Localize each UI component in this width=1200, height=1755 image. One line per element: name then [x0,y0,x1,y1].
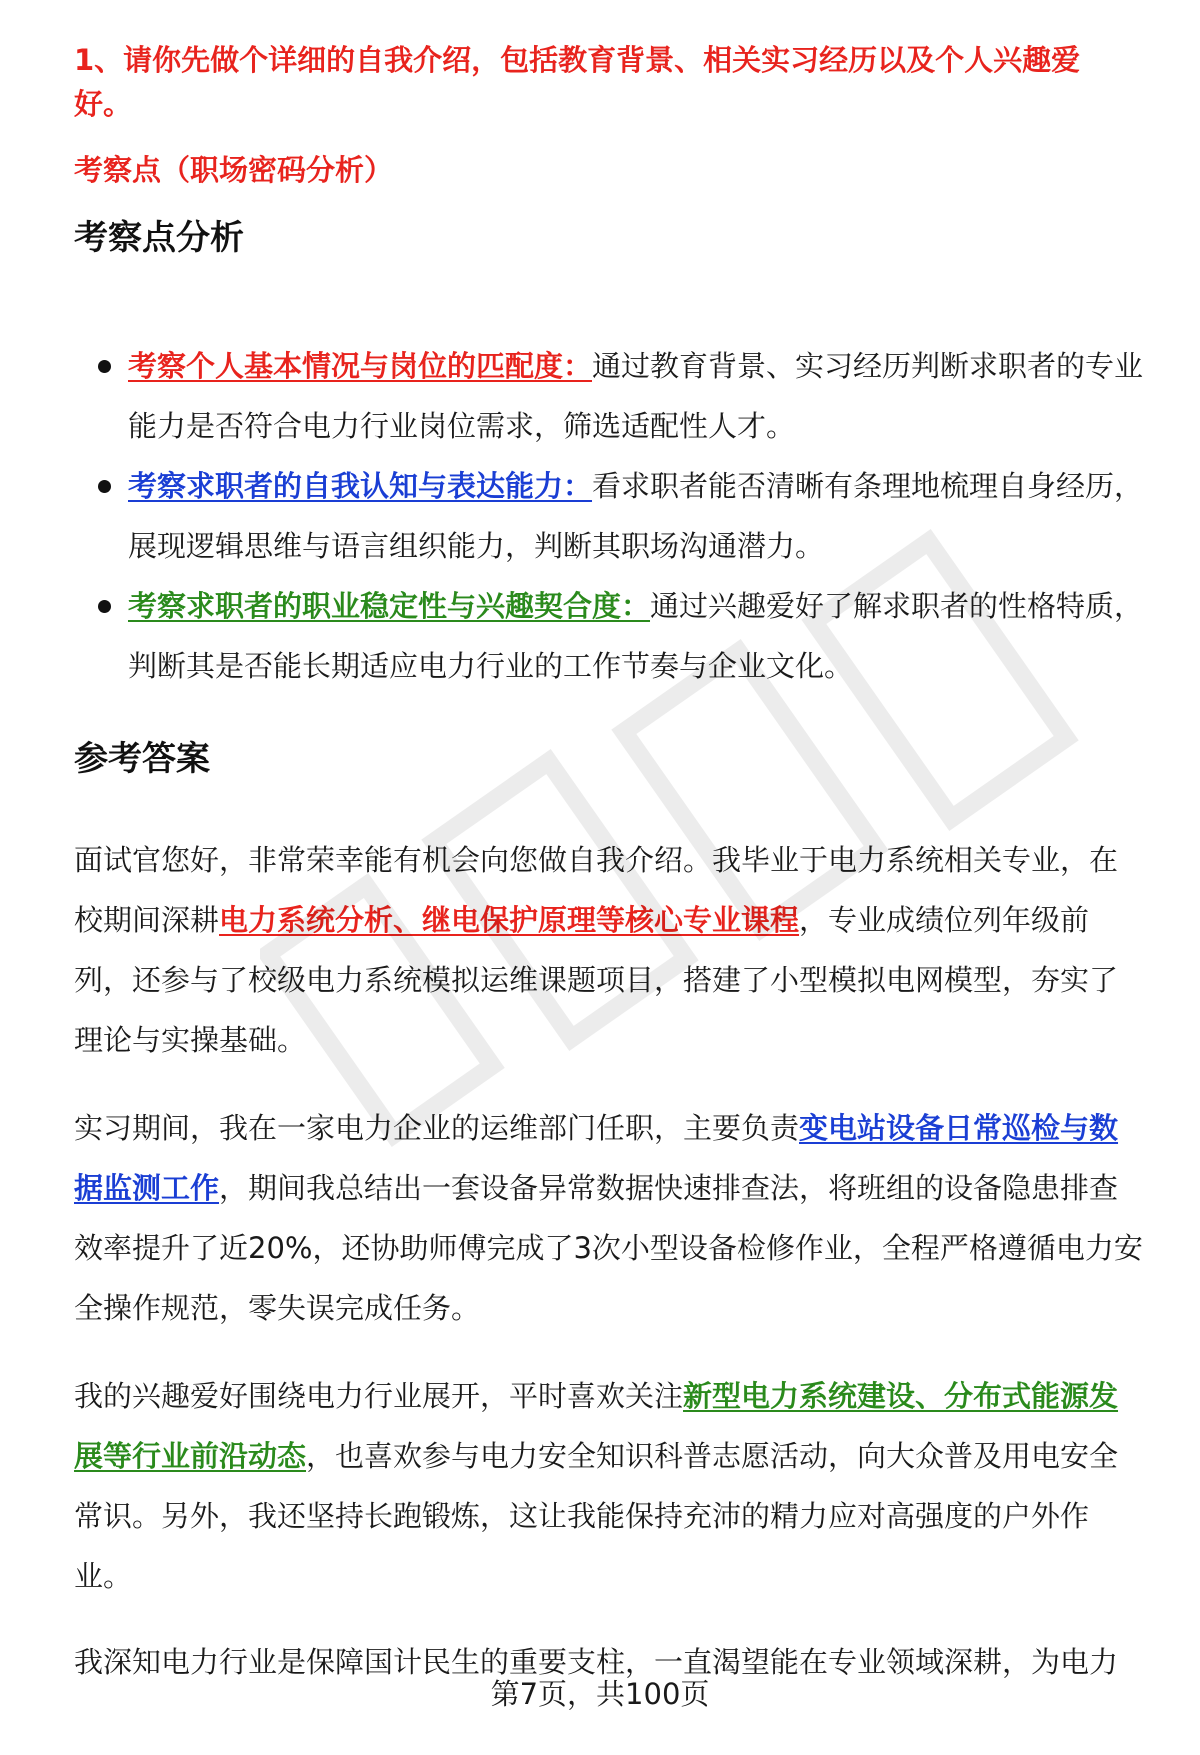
answer-paragraph-2 [74,1098,1144,1338]
answer-paragraph-1 [74,830,1144,1070]
analysis-item-text: 看求职者能否清晰有条理地梳理自身经历，展现逻辑思维与语言组织能力，判断其职场沟通潜力。 [128,469,1144,563]
list-item [74,576,1144,696]
question-tag: 考察点（职场密码分析） [74,153,394,187]
bullet-icon [98,480,111,493]
paragraph-text: ，期间我总结出一套设备异常数据快速排查法，将班组的设备隐患排查效率提升了近20%，还协助师傅完成了3次小型设备检修作业，全程严格遵循电力安全操作规范，零失误完成任务。 [74,1171,1143,1325]
analysis-list [74,336,1144,696]
analysis-item-text: 通过兴趣爱好了解求职者的性格特质，判断其是否能长期适应电力行业的工作节奏与企业文化。 [128,589,1144,683]
paragraph-text: 实习期间，我在一家电力企业的运维部门任职，主要负责 [74,1111,800,1145]
highlight-text: 电力系统分析、继电保护原理等核心专业课程 [219,903,800,937]
list-item [74,456,1144,576]
bullet-icon [98,600,111,613]
paragraph-text: 面试官您好，非常荣幸能有机会向您做自我介绍。我毕业于电力系统相关专业，在校期间深耕 [74,843,1119,937]
question-title: 1、请你先做个详细的自我介绍，包括教育背景、相关实习经历以及个人兴趣爱好。 [74,43,1081,121]
paragraph-text: ，专业成绩位列年级前列，还参与了校级电力系统模拟运维课题项目，搭建了小型模拟电网模型，夯实了理论与实操基础。 [74,903,1119,1057]
paragraph-text: 我的兴趣爱好围绕电力行业展开，平时喜欢关注 [74,1379,684,1413]
highlight-text: 变电站设备日常巡检与数据监测工作 [74,1111,1119,1205]
analysis-item-label: 考察个人基本情况与岗位的匹配度： [128,349,593,383]
analysis-heading: 考察点分析 [74,218,244,258]
bullet-icon [98,360,111,373]
analysis-item-label: 考察求职者的职业稳定性与兴趣契合度： [128,589,651,623]
answer-paragraph-4: 我深知电力行业是保障国计民生的重要支柱，一直渴望能在专业领域深耕，为电力 [74,1645,1119,1679]
list-item [74,336,1144,456]
analysis-item-text: 通过教育背景、实习经历判断求职者的专业能力是否符合电力行业岗位需求，筛选适配性人才。 [128,349,1144,443]
answer-paragraph-3 [74,1366,1144,1606]
page-number: 第7页，共100页 [490,1677,710,1711]
analysis-item-label: 考察求职者的自我认知与表达能力： [128,469,593,503]
highlight-text: 新型电力系统建设、分布式能源发展等行业前沿动态 [74,1379,1119,1473]
paragraph-text: ，也喜欢参与电力安全知识科普志愿活动，向大众普及用电安全常识。另外，我还坚持长跑锻炼，这让我能保持充沛的精力应对高强度的户外作业。 [74,1439,1119,1593]
answer-heading: 参考答案 [74,739,210,779]
